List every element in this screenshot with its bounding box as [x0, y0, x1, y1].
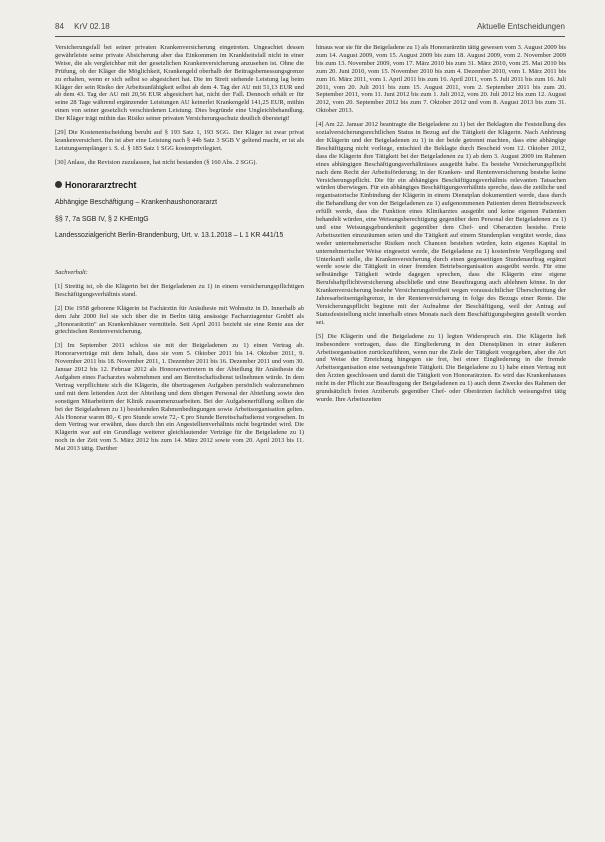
- header-rule: [55, 36, 565, 37]
- page-header: [55, 22, 565, 36]
- paragraph-2: [2] Die 1958 geborene Klägerin ist Fachärztin für Anästhesie mit Wohnsitz in D. Innerhalb ab dem Jahr 2000 fiel sie sich über die in Berlin tätig ansässige Facharztagentur GmbH als „Honorarärztin" an Krankenhäuser vermitteln. Seit April 2011 bezieht sie eine Rente aus der griechischen Rentenversicherung.: [55, 304, 304, 336]
- section-heading-text: Honorararztrecht: [65, 179, 137, 190]
- paragraph-4: [4] Am 22. Januar 2012 beantragte die Beigeladene zu 1) bei der Beklagten die Feststellung des sozialversicherungsrechtlichen Status in Bezug auf die Tätigkeit der Klägerin. Nach Anhörung der Klägerin und der Beigeladenen zu 1) in der beide getrennt machten, dass eine abhängige Beschäftigung nicht vorliege, entschied die Beklagte durch Bescheid vom 12. Oktober 2012, dass die Klägerin ihre Tätigkeit bei der Beigeladenen zu 1) ab dem 3. August 2009 im Rahmen eines abhängigen Beschäftigungsverhältnisses ausgeübt habe. Es bestehe Versicherungspflicht nach dem Recht der Arbeitsförderung; in der Kranken- und Rentenversicherung bestehe keine Versicherungspflicht. Die für ein abhängiges Beschäftigungsverhältnis relevanten Tatsachen würden überwiegen. Für ein abhängiges Beschäftigungsverhältnis spreche, dass die zeitliche und organisatorische Einbindung der Klägerin in einem Dienstplan dokumentiert werde, dass durch die Behandlung der von der Beigeladenen zu 1) aufgenommenen Patienten deren Betriebszweck erfüllt werde, dass die Funktion eines Klinikarztes ausgeübt und keine eigenen Patienten behandelt würden, eine Weisungsberechtigung gegenüber dem Personal der Beigeladenen zu 1) und eine Weisungsgebundenheit gegenüber dem Chef- und Oberarzten bestehe. Freie Arbeitszeiten einzuräumen seien und die Tätigkeit auf einem Stundenplan vergütet werde, dass weder unternehmerische Risiken noch Chancen bestehen würden, kein eigenes Kapital in unternehmerischer Weise eingesetzt werde, die Beigeladene zu 1) kostenfreie Verpflegung und Unterkunft stelle, die Krankenversicherung durch einen gegenseitigen Stundenauftrag ergänzt werde sowie die Tätigkeit in einer fremden Betriebsorganisation ausgeübt werde. Für eine selbständige Tätigkeit würde dagegen sprechen, dass die Klägerin eine eigene Berufshaftpflichtversicherung abschließe und eine Beauftragung auch ablehnen könne. In der Krankenversicherung bestehe Versicherungsfreiheit wegen voraussichtlicher Überschreitung der Jahresarbeitsentgeltgrenze, in der Rentenversicherung in folge des Bezugs einer Rente. Die Versicherungspflicht beginne mit der Aufnahme der Beschäftigung, weil der Antrag auf Statusfeststellung nicht innerhalb eines Monats nach dem Beschäftigungsbeginn gestellt worden sei.: [316, 121, 566, 326]
- paragraph-29: [29] Die Kostenentscheidung beruht auf § 193 Satz 1, 193 SGG. Der Kläger ist zwar privat krankenversichert. Ihn ist aber eine Leistung nach § 44b Satz 3 SGB V geltend macht, er ist als Leistungsempfänger i. S. d. § 183 Satz 1 SGG kostenprivilegiert.: [55, 129, 304, 152]
- sachverhalt-label: Sachverhalt:: [55, 269, 88, 276]
- intro-paragraph: Versicherungsfall bei seiner privaten Krankenversicherung eingetreten. Ungeachtet dessen gewährleiste seine private Absicherung aber das Einkommen im Krankheitsfall nicht in einer Weise, die als vergleichbar mit der gesetzlichen Krankenversicherung anzusehen ist. Ohne die Prüfung, ob der Kläger die Möglichkeit, Krankengeld oberhalb der Beitragsbemessungsgrenze zu erhalten, wenn er sich selbst so abgesichert hat. Die im Streit stehende Leistung lag beim Kläger der sein Risiko der Arbeitsunfähigkeit selbst ab dem 4. Tag der AU mit 51,13 EUR und ab dem 43. Tag der AU mit 20,56 EUR abgesichert hat, nicht der Fall. Dennoch erhält er für seine 28 Tage während ergänzender Leistungen AU keinerlei Krankengeld 141,25 EUR, mithin einen von seiner gesetzlich verschiedenen Leistung. Dies begründe eine Ungleichbehandlung. Der Kläger trägt mithin das Risiko seiner privaten Versicherungsschutz deutlich übersteigt!: [55, 44, 304, 123]
- case-subtitle: Abhängige Beschäftigung – Krankenhaushonorararzt: [55, 198, 218, 206]
- continuation-paragraph: hinaus war sie für die Beigeladene zu 1) als Honorarärztin tätig gewesen vom 3. August 2009 bis zum 14. August 2009, vom 15. August 2009 bis zum 18. August 2009, vom 2. November 2009 bis zum 13. November 2009, vom 17. März 2010 bis zum 31. März 2010, vom 25. Mai 2010 bis zum 20. Juni 2010, vom 15. November 2010 bis zum 4. Dezember 2010, vom 1. März 2011 bis zum 16. März 2011, vom 1. April 2011 bis zum 16. April 2011, vom 5. Juli 2011 bis zum 16. Juli 2011, vom 20. Juli 2011 bis zum 15. August 2011, vom 2. September 2011 bis zum 20. September 2011, vom 11. Juni 2012 bis zum 1. Juli 2012, vom 20. Juli 2012 bis zum 12. August 2012, vom 20. September 2012 bis zum 7. Oktober 2012 und vom 8. August 2013 bis zum 31. Oktober 2013.: [316, 44, 566, 115]
- norms-reference: §§ 7, 7a SGB IV, § 2 KHEntgG: [55, 215, 149, 223]
- section-heading: [55, 181, 304, 190]
- header-left: [55, 22, 118, 31]
- bullet-icon: [55, 181, 62, 188]
- paragraph-1: [1] Streitig ist, ob die Klägerin bei der Beigeladenen zu 1) in einem versicherungspflichtigen Beschäftigungsverhältnis stand.: [55, 282, 304, 298]
- journal-name: KrV 02.18: [74, 22, 110, 31]
- paragraph-3: [3] Im September 2011 schloss sie mit der Beigeladenen zu 1) einen Vertrag ab. Honorarverträge mit dem Inhalt, dass sie vom 5. Oktober 2011 bis 14. Oktober 2011, 9. November 2011 bis 18. November 2011, 1. Dezember 2011 bis 16. Dezember 2011 und vom 30. Januar 2012 bis 12. Februar 2012 als Honorarvertretern in der Abteilung für Anästhesie die Aufgaben eines Facharztes wahrnehmen und am Bereitschaftsdienst teilnehmen würde. In dem Vertrag verpflichtete sich die Klägerin, die übertragenen Aufgaben persönlich wahrzunehmen und mit dem leitenden Arzt der Abteilung und dem übrigen Personal der Abteilung sowie den sonstigen Mitarbeitern der Klinik zusammenzuarbeiten. Bei der Aufgabenerfüllung sollten die bei der Beigeladenen zu 1) bestehenden Rahmenbedingungen sowie Arbeitsorganisation gelten. Als Honorar waren 80,- € pro Stunde sowie 72,- € pro Stunde Bereitschaftsdienst vorgesehen. In dem Vertrag war erwähnt, dass durch ihn ein Angestelltenverhältnis nicht begründet wird. Die Klägerin war auf ein Grundlage weiterer gleichlautender Verträge für die Beigeladene zu 1) noch in der Zeit vom 5. März 2012 bis zum 14. März 2012 sowie vom 20. April 2013 bis 11. Mai 2013 tätig. Darüber: [55, 342, 304, 453]
- left-column: [55, 44, 304, 459]
- paragraph-5: [5] Die Klägerin und die Beigeladene zu 1) legten Widerspruch ein. Die Klägerin ließ insbesondere vortragen, dass die Eingliederung in den Dienstplänen in einer äußeren Arbeitsorganisation zurückzuführen, wenn nur die Ziele der Tätigkeit vorgegeben, aber die Art und Weise der Erreichung hingegen sie frei, bei einer Eingliederung in die fremde Arbeitsorganisation eine weisungsfreie Tätigkeit. Die Beigeladene zu 1) habe einen Vertrag mit den Ärzten geschlossen und damit die Tätigkeit von Honorarärzten. Es wird das Krankenhauses nicht in der Pflicht zur Beauftragung der Beigeladenen zu 1) auch denn Zwecke des Rahmen der grundsätzlich freien Arztberufs gegenüber Chef- oder Oberärzten fachlich weisungsfrei tätig wurde. Ihre Arbeitszeiten: [316, 332, 566, 403]
- page-number: 84: [55, 22, 64, 31]
- section-header: Aktuelle Entscheidungen: [476, 22, 565, 31]
- right-column: [316, 44, 566, 410]
- court-reference: Landessozialgericht Berlin-Brandenburg, Urt. v. 13.1.2018 – L 1 KR 441/15: [55, 232, 284, 240]
- paragraph-30: [30] Anlass, die Revision zuzulassen, hat nicht bestanden (§ 160 Abs. 2 SGG).: [55, 158, 258, 166]
